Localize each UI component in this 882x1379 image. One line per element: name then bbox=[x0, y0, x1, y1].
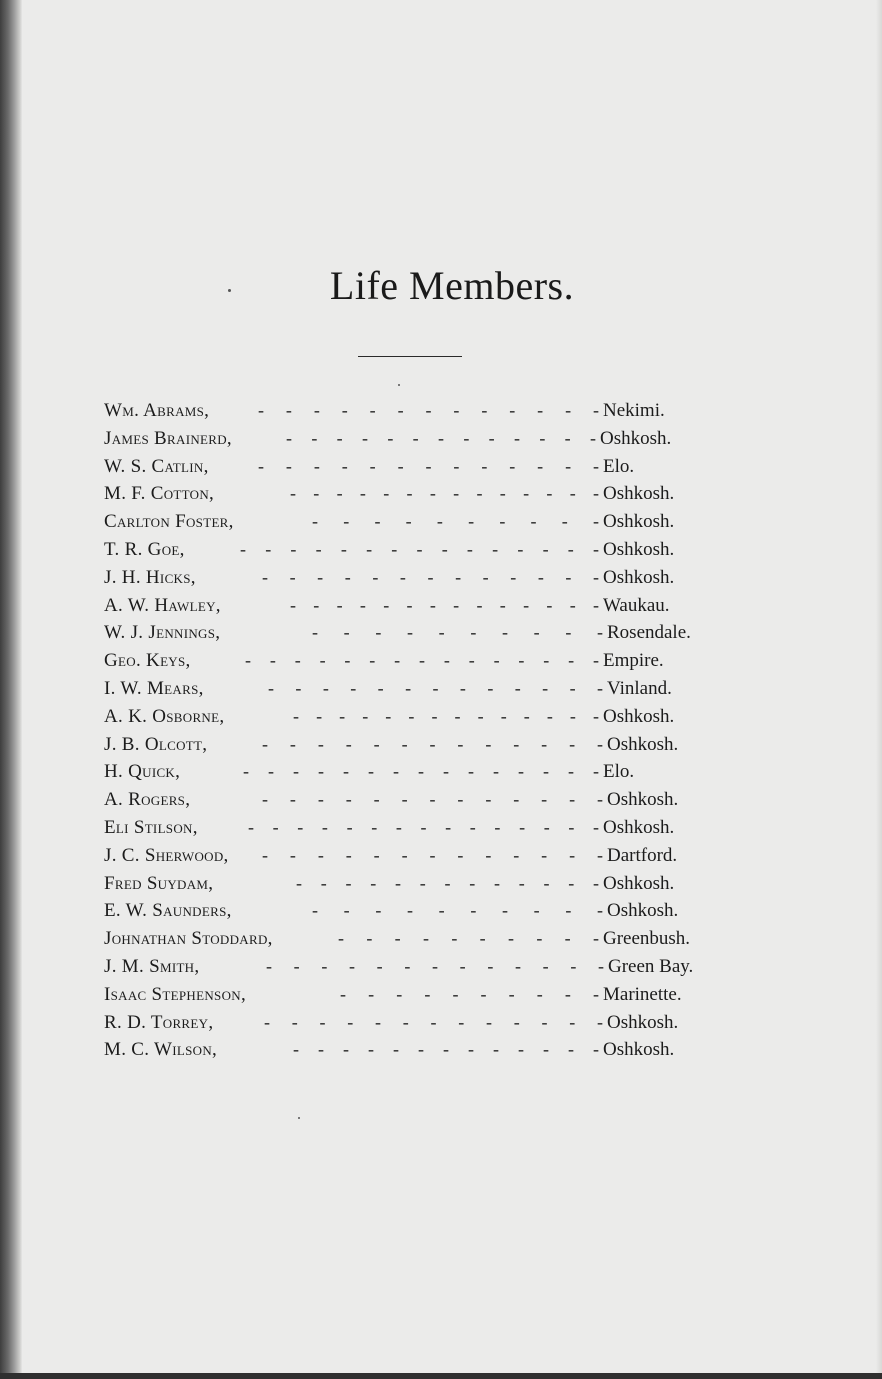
member-row: I. W. Mears, - - - - - - - - - - - - - Vinland. bbox=[104, 678, 672, 699]
member-place: Oshkosh. bbox=[603, 511, 675, 533]
member-name: R. D. Torrey, bbox=[104, 1011, 214, 1033]
member-row: Fred Suydam, - - - - - - - - - - - - - Oshkosh. bbox=[104, 872, 675, 894]
member-row: Isaac Stephenson, - - - - - - - - - - Marinette. bbox=[104, 983, 682, 1005]
member-name: E. W. Saunders, bbox=[104, 900, 232, 922]
member-name: W. S. Catlin, bbox=[104, 455, 209, 477]
member-name: A. K. Osborne, bbox=[104, 705, 225, 727]
member-place: Elo. bbox=[603, 455, 635, 477]
member-row: Eli Stilson, - - - - - - - - - - - - - - - Oshkosh. bbox=[104, 817, 675, 838]
member-row: E. W. Saunders, - - - - - - - - - - Oshkosh. bbox=[104, 900, 679, 922]
member-name: T. R. Goe, bbox=[104, 539, 185, 560]
member-name: Eli Stilson, bbox=[104, 817, 198, 838]
member-row: James Brainerd, - - - - - - - - - - - - - Oshkosh. bbox=[104, 427, 672, 449]
member-row: R. D. Torrey, - - - - - - - - - - - - - Oshkosh. bbox=[104, 1011, 679, 1033]
member-name: H. Quick, bbox=[104, 761, 181, 783]
member-name: A. Rogers, bbox=[104, 789, 191, 811]
member-row: M. C. Wilson, - - - - - - - - - - - - - Oshkosh. bbox=[104, 1039, 675, 1061]
member-name: J. M. Smith, bbox=[104, 956, 200, 977]
member-row: Johnathan Stoddard, - - - - - - - - - - Greenbush. bbox=[104, 928, 691, 950]
member-name: Wm. Abrams, bbox=[104, 400, 210, 421]
member-place: Vinland. bbox=[607, 678, 672, 699]
member-name: M. F. Cotton, bbox=[104, 483, 215, 505]
member-row: T. R. Goe, - - - - - - - - - - - - - - - Oshkosh. bbox=[104, 539, 675, 560]
member-name: Isaac Stephenson, bbox=[104, 983, 247, 1005]
page-title: Life Members. bbox=[329, 263, 575, 308]
member-place: Oshkosh. bbox=[607, 789, 679, 811]
member-place: Marinette. bbox=[603, 983, 682, 1005]
member-row: Carlton Foster, - - - - - - - - - - Oshkosh. bbox=[104, 511, 675, 533]
member-place: Oshkosh. bbox=[603, 1039, 675, 1061]
member-place: Oshkosh. bbox=[600, 427, 672, 449]
member-place: Oshkosh. bbox=[603, 483, 675, 505]
member-place: Oshkosh. bbox=[603, 817, 675, 838]
member-place: Oshkosh. bbox=[603, 539, 675, 560]
member-place: Nekimi. bbox=[603, 400, 665, 421]
member-place: Empire. bbox=[603, 650, 664, 672]
member-row: A. K. Osborne, - - - - - - - - - - - - - - Oshkosh. bbox=[104, 705, 675, 727]
member-name: M. C. Wilson, bbox=[104, 1039, 218, 1061]
member-place: Green Bay. bbox=[608, 956, 694, 977]
member-name: I. W. Mears, bbox=[104, 678, 204, 699]
member-place: Oshkosh. bbox=[607, 1011, 679, 1033]
member-name: A. W. Hawley, bbox=[104, 594, 221, 616]
member-row: W. S. Catlin, - - - - - - - - - - - - - Elo. bbox=[104, 455, 635, 477]
member-name: Geo. Keys, bbox=[104, 650, 191, 672]
member-name: James Brainerd, bbox=[104, 427, 232, 449]
member-place: Rosendale. bbox=[607, 622, 691, 644]
member-place: Oshkosh. bbox=[603, 705, 675, 727]
member-place: Oshkosh. bbox=[603, 566, 675, 588]
member-row: J. C. Sherwood, - - - - - - - - - - - - - Dartford. bbox=[104, 844, 678, 866]
member-row: J. B. Olcott, - - - - - - - - - - - - - Oshkosh. bbox=[104, 733, 679, 755]
member-row: A. W. Hawley, - - - - - - - - - - - - - - Waukau. bbox=[104, 594, 670, 616]
member-row: W. J. Jennings, - - - - - - - - - - Rosendale. bbox=[104, 622, 691, 644]
member-place: Oshkosh. bbox=[603, 872, 675, 894]
member-row: H. Quick, - - - - - - - - - - - - - - - Elo. bbox=[104, 761, 635, 783]
member-name: Fred Suydam, bbox=[104, 872, 214, 894]
member-name: Carlton Foster, bbox=[104, 511, 234, 533]
member-place: Greenbush. bbox=[603, 928, 691, 950]
page-bottom-edge bbox=[0, 1373, 882, 1379]
member-name: Johnathan Stoddard, bbox=[104, 928, 273, 950]
member-name: J. H. Hicks, bbox=[104, 566, 196, 588]
member-row: J. H. Hicks, - - - - - - - - - - - - - Oshkosh. bbox=[104, 566, 675, 588]
member-name: J. C. Sherwood, bbox=[104, 844, 229, 866]
member-name: J. B. Olcott, bbox=[104, 733, 208, 755]
member-place: Oshkosh. bbox=[607, 733, 679, 755]
member-place: Waukau. bbox=[603, 594, 670, 616]
member-row: J. M. Smith, - - - - - - - - - - - - - Green Bay. bbox=[104, 956, 694, 977]
member-row: M. F. Cotton, - - - - - - - - - - - - - - Oshkosh. bbox=[104, 483, 675, 505]
member-place: Oshkosh. bbox=[607, 900, 679, 922]
member-place: Elo. bbox=[603, 761, 635, 783]
member-row: Wm. Abrams, - - - - - - - - - - - - - Nekimi. bbox=[104, 400, 665, 421]
member-row: Geo. Keys, - - - - - - - - - - - - - - - Empire. bbox=[104, 650, 664, 672]
member-row: A. Rogers, - - - - - - - - - - - - - Oshkosh. bbox=[104, 789, 679, 811]
member-place: Dartford. bbox=[607, 844, 678, 866]
member-name: W. J. Jennings, bbox=[104, 622, 221, 644]
